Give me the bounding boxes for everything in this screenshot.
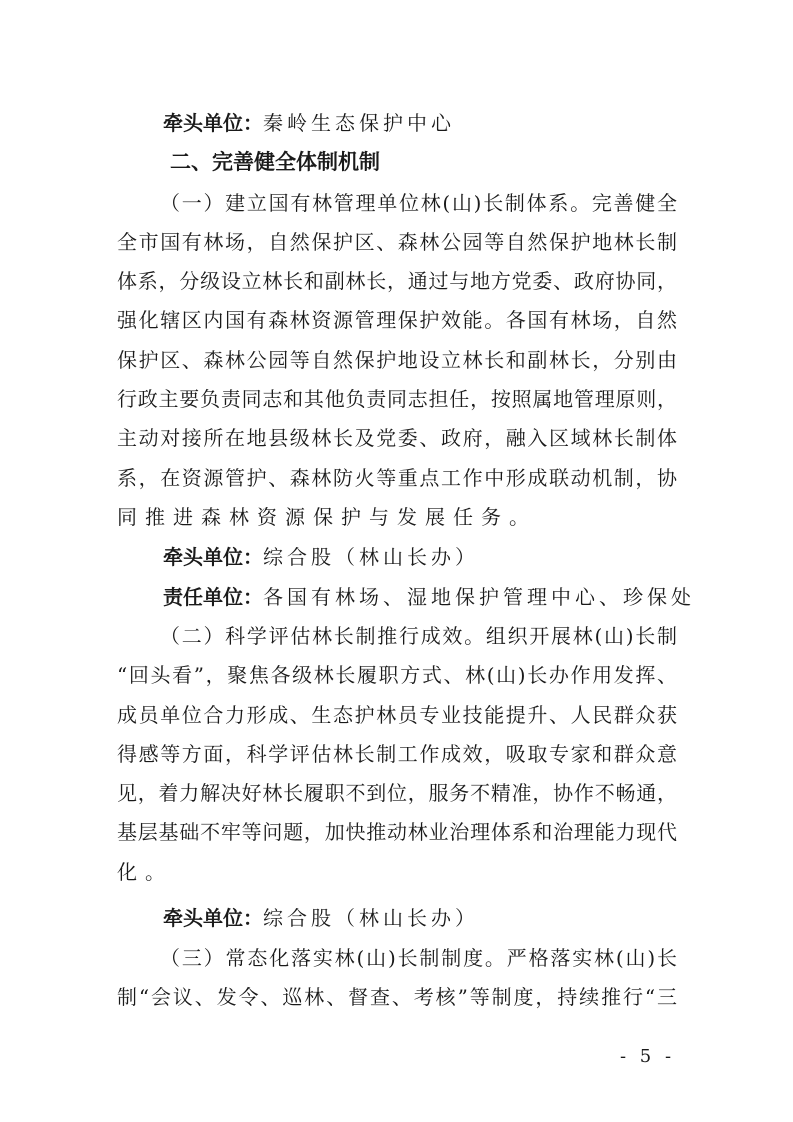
lead-unit-label: 牵头单位： <box>163 111 263 135</box>
paragraph-line: 制“会议、发令、巡林、督查、考核”等制度，持续推行“三 <box>117 985 677 1009</box>
page-number: - 5 - <box>620 1046 676 1067</box>
paragraph-line: 基层基础不牢等问题，加快推动林业治理体系和治理能力现代 <box>117 820 677 844</box>
paragraph-line: 得感等方面，科学评估林长制工作成效，吸取专家和群众意 <box>117 742 677 766</box>
responsible-unit-line <box>163 584 695 610</box>
paragraph-line: 化。 <box>117 860 173 884</box>
paragraph-line: 全市国有林场，自然保护区、森林公园等自然保护地林长制 <box>117 230 677 254</box>
lead-unit-value: 综合股（林山长办） <box>263 545 479 569</box>
lead-unit-line <box>163 544 479 570</box>
paragraph-line: 主动对接所在地县级林长及党委、政府，融入区域林长制体 <box>117 426 677 450</box>
paragraph-line: 系，在资源管护、森林防火等重点工作中形成联动机制，协 <box>117 466 677 490</box>
lead-unit-value: 秦岭生态保护中心 <box>263 111 455 135</box>
paragraph-line: 行政主要负责同志和其他负责同志担任，按照属地管理原则， <box>117 387 677 411</box>
lead-unit-line <box>163 905 479 931</box>
lead-unit-label: 牵头单位： <box>163 906 263 930</box>
paragraph-line: 同推进森林资源保护与发展任务。 <box>117 505 537 529</box>
paragraph-line: （一）建立国有林管理单位林(山)长制体系。完善健全 <box>160 191 677 215</box>
paragraph-line: 体系，分级设立林长和副林长，通过与地方党委、政府协同， <box>117 269 677 293</box>
section-heading: 二、完善健全体制机制 <box>170 150 380 174</box>
paragraph-line: 强化辖区内国有森林资源管理保护效能。各国有林场，自然 <box>117 308 677 332</box>
lead-unit-value: 综合股（林山长办） <box>263 906 479 930</box>
responsible-unit-value: 各国有林场、湿地保护管理中心、珍保处 <box>263 585 695 609</box>
paragraph-line: 保护区、森林公园等自然保护地设立林长和副林长，分别由 <box>117 348 677 372</box>
responsible-unit-label: 责任单位： <box>163 585 263 609</box>
lead-unit-line <box>163 110 455 136</box>
paragraph-line: 成员单位合力形成、生态护林员专业技能提升、人民群众获 <box>117 703 677 727</box>
paragraph-line: “回头看”，聚焦各级林长履职方式、林(山)长办作用发挥、 <box>117 663 677 687</box>
paragraph-line: （三）常态化落实林(山)长制制度。严格落实林(山)长 <box>160 946 677 970</box>
lead-unit-label: 牵头单位： <box>163 545 263 569</box>
paragraph-line: （二）科学评估林长制推行成效。组织开展林(山)长制 <box>160 624 677 648</box>
paragraph-line: 见，着力解决好林长履职不到位，服务不精准，协作不畅通， <box>117 781 677 805</box>
